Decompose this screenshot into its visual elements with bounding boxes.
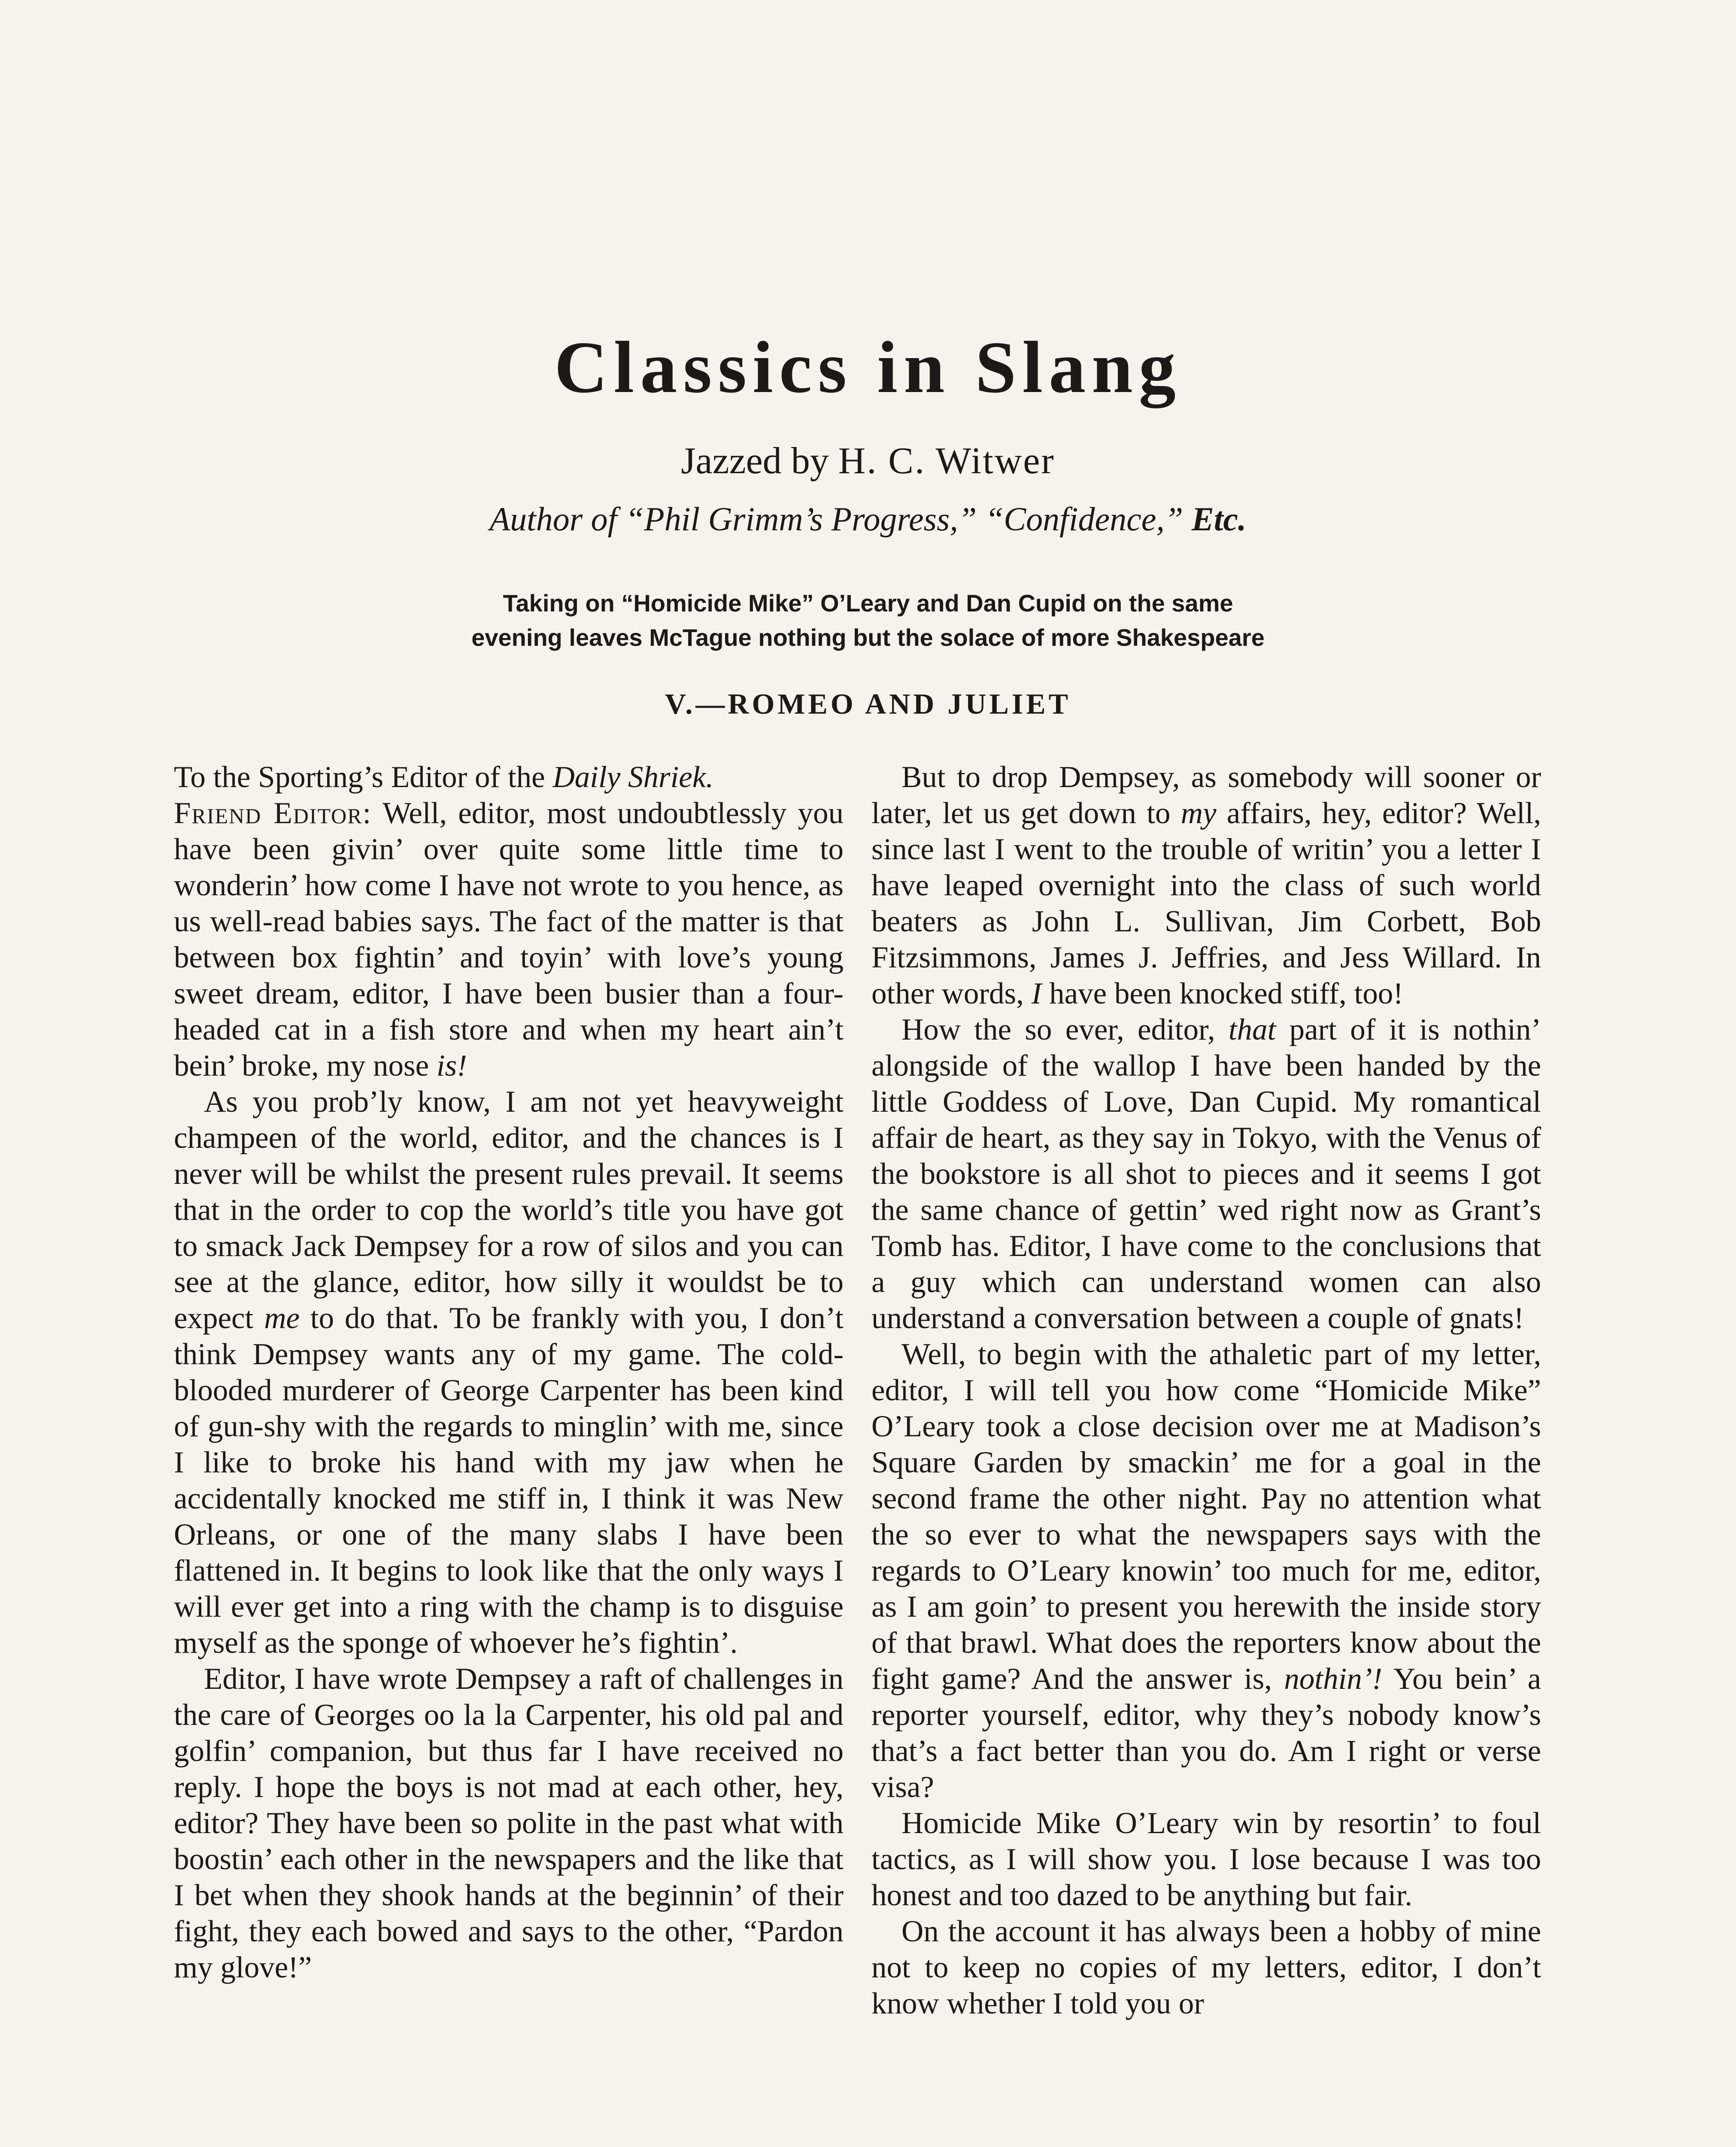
paragraph-text: As you prob’ly know, I am not yet heavyweight champeen of the world, editor, and the chances is I never will be whilst the present rules prevail. It seems that in the order to cop the world’s title you have got to smack Jack Dempsey for a row of silos and you can see at the glance, editor, how silly it wouldst be to expect: [174, 1085, 844, 1335]
byline: [0, 442, 1736, 480]
paragraph-text: part of it is nothin’ alongside of the wallop I have been handed by the little Goddess of Love, Dan Cupid. My romantical affair de heart, as they say in Tokyo, with the Venus of the bookstore is all shot to pieces and it seems I got the same chance of gettin’ wed right now as Grant’s Tomb has. Editor, I have come to the conclusions that a guy which can understand women can also understand a conversation between a couple of gnats!: [871, 1013, 1541, 1335]
byline-prefix: Jazzed by: [681, 440, 829, 482]
paragraph: [871, 759, 1541, 1012]
paragraph-text: You bein’ a reporter yourself, editor, why they’s nobody know’s that’s a fact better than you do. Am I right or verse visa?: [871, 1662, 1541, 1804]
paragraph-text: Well, editor, most undoubtlessly you have been givin’ over quite some little time to wonderin’ how come I have not wrote to you hence, as us well-read babies says. The fact of the matter is that between box fightin’ and toyin’ with love’s young sweet dream, editor, I have been busier than a four-headed cat in a fish store and when my heart ain’t bein’ broke, my nose: [174, 797, 844, 1083]
paragraph-text: to do that. To be frankly with you, I don’t think Dempsey wants any of my game. The cold-blooded murderer of George Carpenter has been kind of gun-shy with the regards to minglin’ with me, since I like to broke his hand with my jaw when he accidentally knocked me stiff in, I think it was New Orleans, or one of the many slabs I have been flattened in. It begins to look like that the only ways I will ever get into a ring with the champ is to disguise myself as the sponge of whoever he’s fightin’.: [174, 1302, 844, 1660]
address-line: [174, 759, 844, 795]
byline-name: H. C. Witwer: [838, 440, 1055, 482]
emphasis: is!: [436, 1049, 467, 1083]
paragraph: [871, 1012, 1541, 1336]
salutation: Friend Editor:: [174, 797, 372, 830]
author-etc: Etc.: [1191, 500, 1247, 538]
paragraph-text: affairs, hey, editor? Well, since last I went to the trouble of writin’ you a letter I have leaped overnight into the class of such world beaters as John L. Sullivan, Jim Corbett, Bob Fitzsimmons, James J. Jeffries, and Jess Willard. In other words,: [871, 797, 1541, 1010]
deck-line: evening leaves McTague nothing but the solace of more Shakespeare: [471, 624, 1265, 651]
article-deck: [0, 586, 1736, 655]
author-prefix: Author of: [489, 500, 617, 538]
paragraph: [174, 1084, 844, 1661]
emphasis: nothin’!: [1284, 1662, 1383, 1696]
paragraph: Homicide Mike O’Leary win by resortin’ to foul tactics, as I will show you. I lose because I was too honest and too dazed to be anything but fair.: [871, 1806, 1541, 1912]
right-column: [871, 759, 1541, 2022]
emphasis: I: [1031, 977, 1042, 1010]
emphasis: my: [1181, 797, 1217, 830]
left-column: [174, 759, 844, 1986]
paragraph: Editor, I have wrote Dempsey a raft of challenges in the care of Georges oo la la Carpenter, his old pal and golfin’ companion, but thus far I have received no reply. I hope the boys is not mad at each other, hey, editor? They have been so polite in the past what with boostin’ each other in the newspapers and the like that I bet when they shook hands at the beginnin’ of their fight, they each bowed and says to the other, “Pardon my glove!”: [174, 1662, 844, 1984]
paragraph: [871, 1336, 1541, 1805]
paragraph-text: Well, to begin with the athaletic part of my letter, editor, I will tell you how come “Homicide Mike” O’Leary took a close decision over me at Madison’s Square Garden by smackin’ me for a goal in the second frame the other night. Pay no attention what the so ever to what the newspapers says with the regards to O’Leary knowin’ too much for me, editor, as I am goin’ to present you herewith the inside story of that brawl. What does the reporters know about the fight game? And the answer is,: [871, 1338, 1541, 1696]
address-prefix: To the Sporting’s Editor of the: [174, 760, 553, 794]
paragraph: [174, 795, 844, 1084]
chapter-heading: V.—ROMEO AND JULIET: [665, 687, 1071, 720]
author-works: “Phil Grimm’s Progress,” “Confidence,”: [617, 500, 1192, 538]
paragraph-text: have been knocked stiff, too!: [1041, 977, 1403, 1010]
paragraph-text: How the so ever, editor,: [901, 1013, 1229, 1046]
emphasis: me: [264, 1302, 300, 1335]
author-credits: [0, 502, 1736, 536]
newspaper-name: Daily Shriek.: [552, 760, 714, 794]
article-title: Classics in Slang: [554, 327, 1182, 408]
emphasis: that: [1228, 1013, 1276, 1046]
deck-line: Taking on “Homicide Mike” O’Leary and Dan Cupid on the same: [503, 590, 1233, 617]
paragraph-text: But to drop Dempsey, as somebody will sooner or later, let us get down to: [871, 760, 1541, 830]
paragraph: On the account it has always been a hobby of mine not to keep no copies of my letters, editor, I don’t know whether I told you or: [871, 1915, 1541, 2020]
